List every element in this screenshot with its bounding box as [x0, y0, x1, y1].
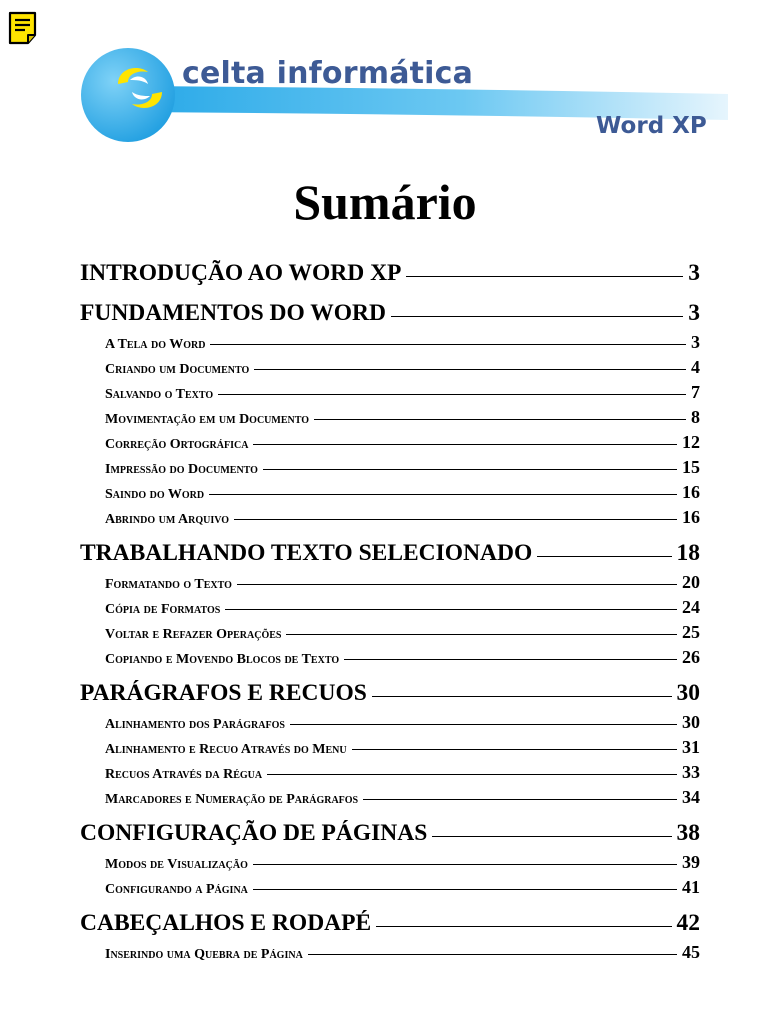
toc-entry-page: 8 — [691, 407, 700, 427]
toc-entry-label: A Tela do Word — [105, 337, 206, 352]
toc-leader-line — [267, 774, 677, 775]
table-of-contents — [80, 256, 700, 965]
toc-leader-line — [372, 696, 672, 697]
toc-leader-line — [432, 836, 671, 837]
toc-entry-page: 34 — [682, 787, 700, 807]
toc-entry-label: Configurando a Página — [105, 882, 248, 897]
toc-section-entry[interactable] — [80, 875, 700, 900]
toc-entry-label: Abrindo um Arquivo — [105, 512, 230, 527]
toc-entry-label: Alinhamento dos Parágrafos — [105, 717, 285, 732]
toc-entry-page: 4 — [691, 357, 700, 377]
toc-entry-page: 24 — [682, 597, 700, 617]
toc-chapter-entry[interactable] — [80, 906, 700, 940]
toc-entry-page: 45 — [682, 942, 700, 962]
toc-entry-page: 18 — [676, 540, 700, 566]
toc-leader-line — [314, 419, 686, 420]
page-title: Sumário — [293, 174, 477, 230]
toc-leader-line — [253, 444, 677, 445]
toc-leader-line — [263, 469, 677, 470]
toc-section-entry[interactable] — [80, 480, 700, 505]
toc-section-entry[interactable] — [80, 735, 700, 760]
toc-section-entry[interactable] — [80, 710, 700, 735]
toc-section-entry[interactable] — [80, 760, 700, 785]
toc-entry-page: 30 — [682, 712, 700, 732]
toc-entry-label: Saindo do Word — [105, 487, 205, 502]
toc-leader-line — [290, 724, 677, 725]
toc-leader-line — [344, 659, 677, 660]
toc-entry-label: CONFIGURAÇÃO DE PÁGINAS — [80, 820, 428, 846]
toc-entry-page: 7 — [691, 382, 700, 402]
toc-chapter-entry[interactable] — [80, 536, 700, 570]
toc-section-entry[interactable] — [80, 455, 700, 480]
toc-entry-label: Formatando o Texto — [105, 577, 232, 592]
toc-entry-label: TRABALHANDO TEXTO SELECIONADO — [80, 540, 533, 566]
toc-leader-line — [537, 556, 671, 557]
toc-section-entry[interactable] — [80, 355, 700, 380]
toc-entry-label: Modos de Visualização — [105, 857, 248, 872]
toc-entry-label: Alinhamento e Recuo Através do Menu — [105, 742, 347, 757]
toc-leader-line — [237, 584, 677, 585]
toc-entry-page: 3 — [688, 260, 700, 286]
toc-entry-page: 41 — [682, 877, 700, 897]
toc-entry-label: CABEÇALHOS E RODAPÉ — [80, 910, 372, 936]
toc-entry-label: Criando um Documento — [105, 362, 250, 377]
toc-entry-label: Voltar e Refazer Operações — [105, 627, 282, 642]
toc-leader-line — [209, 494, 677, 495]
toc-leader-line — [254, 369, 686, 370]
toc-section-entry[interactable] — [80, 405, 700, 430]
toc-entry-label: Marcadores e Numeração de Parágrafos — [105, 792, 359, 807]
toc-entry-page: 3 — [688, 300, 700, 326]
toc-entry-label: Impressão do Documento — [105, 462, 258, 477]
toc-entry-page: 20 — [682, 572, 700, 592]
toc-section-entry[interactable] — [80, 380, 700, 405]
toc-chapter-entry[interactable] — [80, 296, 700, 330]
toc-section-entry[interactable] — [80, 570, 700, 595]
toc-leader-line — [406, 276, 683, 277]
toc-chapter-entry[interactable] — [80, 676, 700, 710]
toc-leader-line — [225, 609, 677, 610]
toc-entry-label: FUNDAMENTOS DO WORD — [80, 300, 386, 326]
toc-section-entry[interactable] — [80, 330, 700, 355]
toc-entry-page: 26 — [682, 647, 700, 667]
toc-leader-line — [210, 344, 686, 345]
toc-section-entry[interactable] — [80, 430, 700, 455]
toc-chapter-entry[interactable] — [80, 816, 700, 850]
toc-leader-line — [352, 749, 677, 750]
toc-leader-line — [253, 864, 677, 865]
toc-leader-line — [376, 926, 671, 927]
toc-entry-label: Recuos Através da Régua — [105, 767, 263, 782]
toc-leader-line — [218, 394, 686, 395]
toc-section-entry[interactable] — [80, 620, 700, 645]
toc-entry-page: 25 — [682, 622, 700, 642]
toc-entry-page: 31 — [682, 737, 700, 757]
toc-section-entry[interactable] — [80, 850, 700, 875]
toc-leader-line — [363, 799, 677, 800]
toc-entry-label: Inserindo uma Quebra de Página — [105, 947, 303, 962]
toc-entry-page: 3 — [691, 332, 700, 352]
toc-section-entry[interactable] — [80, 785, 700, 810]
brand-name: celta informática — [182, 56, 474, 91]
product-name: Word XP — [596, 113, 707, 139]
toc-entry-page: 12 — [682, 432, 700, 452]
toc-leader-line — [286, 634, 677, 635]
toc-entry-label: Correção Ortográfica — [105, 437, 249, 452]
toc-section-entry[interactable] — [80, 940, 700, 965]
toc-entry-label: Cópia de Formatos — [105, 602, 221, 617]
toc-section-entry[interactable] — [80, 645, 700, 670]
toc-leader-line — [308, 954, 677, 955]
toc-entry-label: Movimentação em um Documento — [105, 412, 310, 427]
toc-leader-line — [391, 316, 683, 317]
toc-entry-page: 38 — [676, 820, 700, 846]
toc-chapter-entry[interactable] — [80, 256, 700, 290]
toc-section-entry[interactable] — [80, 505, 700, 530]
toc-entry-label: INTRODUÇÃO AO WORD XP — [80, 260, 402, 286]
toc-entry-page: 42 — [676, 910, 700, 936]
toc-entry-label: Copiando e Movendo Blocos de Texto — [105, 652, 340, 667]
toc-entry-label: Salvando o Texto — [105, 387, 214, 402]
toc-section-entry[interactable] — [80, 595, 700, 620]
toc-entry-page: 16 — [682, 507, 700, 527]
toc-entry-page: 39 — [682, 852, 700, 872]
toc-leader-line — [253, 889, 677, 890]
toc-entry-page: 30 — [676, 680, 700, 706]
sticky-note-icon[interactable] — [8, 11, 38, 45]
toc-entry-label: PARÁGRAFOS E RECUOS — [80, 680, 367, 706]
toc-entry-page: 16 — [682, 482, 700, 502]
toc-entry-page: 15 — [682, 457, 700, 477]
toc-leader-line — [234, 519, 677, 520]
toc-entry-page: 33 — [682, 762, 700, 782]
